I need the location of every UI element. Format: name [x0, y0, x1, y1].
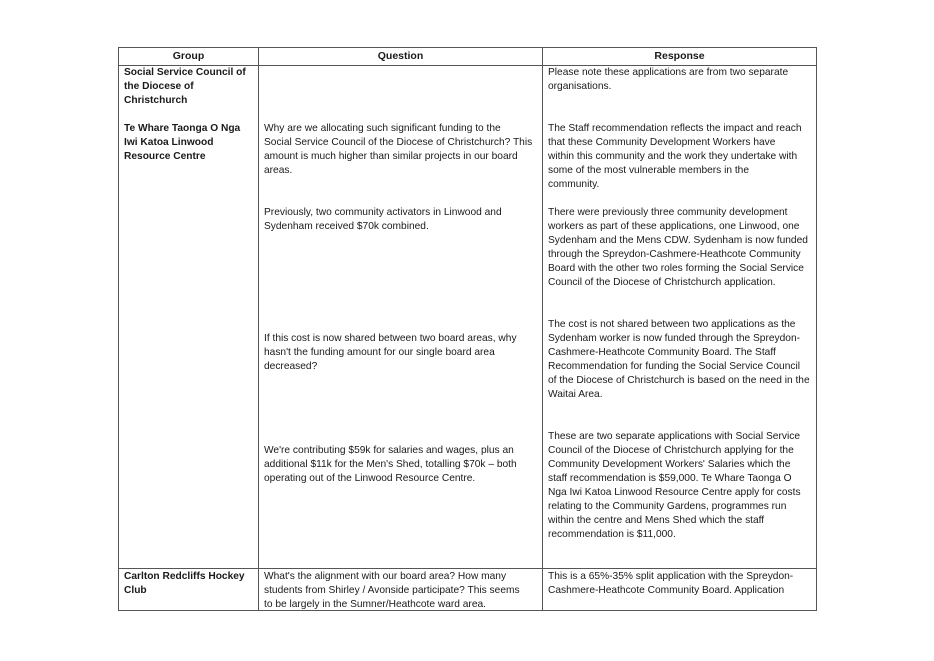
column-divider — [258, 48, 259, 610]
header-question: Question — [377, 50, 424, 62]
response-cell: There were previously three community development workers as part of these applications, one Linwood, one Sydenham and the Mens CDW. Sydenham is now funded through the Spreydon-Cashmere-Heathcote Community Board with the other two roles forming the Social Service Council of the Diocese of Christchurch application. — [548, 207, 808, 288]
questions-table — [118, 47, 817, 611]
response-cell: These are two separate applications with Social Service Council of the Diocese of Christchurch applying for the Community Development Workers' Salaries which the staff recommendation is $59,000. Te Whare Taonga O Nga Iwi Katoa Linwood Resource Centre apply for costs relating to the Community Gardens, programmes run within the centre and Mens Shed which the staff recommendation is $11,000. — [548, 431, 801, 540]
question-cell: Previously, two community activators in Linwood and Sydenham received $70k combined. — [264, 207, 502, 232]
group-cell: Te Whare Taonga O Nga Iwi Katoa Linwood Resource Centre — [124, 123, 241, 162]
group-cell: Carlton Redcliffs Hockey Club — [124, 571, 245, 596]
question-cell: Why are we allocating such significant funding to the Social Service Council of the Diocese of Christchurch? This amount is much higher than similar projects in our board areas. — [264, 123, 533, 176]
response-cell: Please note these applications are from two separate organisations. — [548, 67, 789, 92]
group-cell: Social Service Council of the Diocese of Christchurch — [124, 67, 246, 106]
question-cell: What's the alignment with our board area? How many students from Shirley / Avonside participate? This seems to be largely in the Sumner/Heathcote ward area. — [264, 571, 520, 610]
column-divider — [542, 48, 543, 610]
row-divider — [119, 568, 816, 569]
response-cell: The cost is not shared between two applications as the Sydenham worker is now funded through the Spreydon- Cashmere-Heathcote Community Board. The Staff Recommendation for funding the Social Service Council of the Diocese of Christchurch is based on the need in the Waitai Area. — [548, 319, 810, 400]
header-group: Group — [172, 50, 205, 62]
header-response: Response — [654, 50, 705, 62]
response-cell: The Staff recommendation reflects the impact and reach that these Community Development Workers have within this community and the work they undertake with some of the most vulnerable members in the community. — [548, 123, 802, 190]
question-cell: If this cost is now shared between two board areas, why hasn't the funding amount for our single board area decreased? — [264, 333, 517, 372]
response-cell: This is a 65%-35% split application with the Spreydon- Cashmere-Heathcote Community Board. Application — [548, 571, 794, 596]
question-cell: We're contributing $59k for salaries and wages, plus an additional $11k for the Men's Shed, totalling $70k – both operating out of the Linwood Resource Centre. — [264, 445, 517, 484]
